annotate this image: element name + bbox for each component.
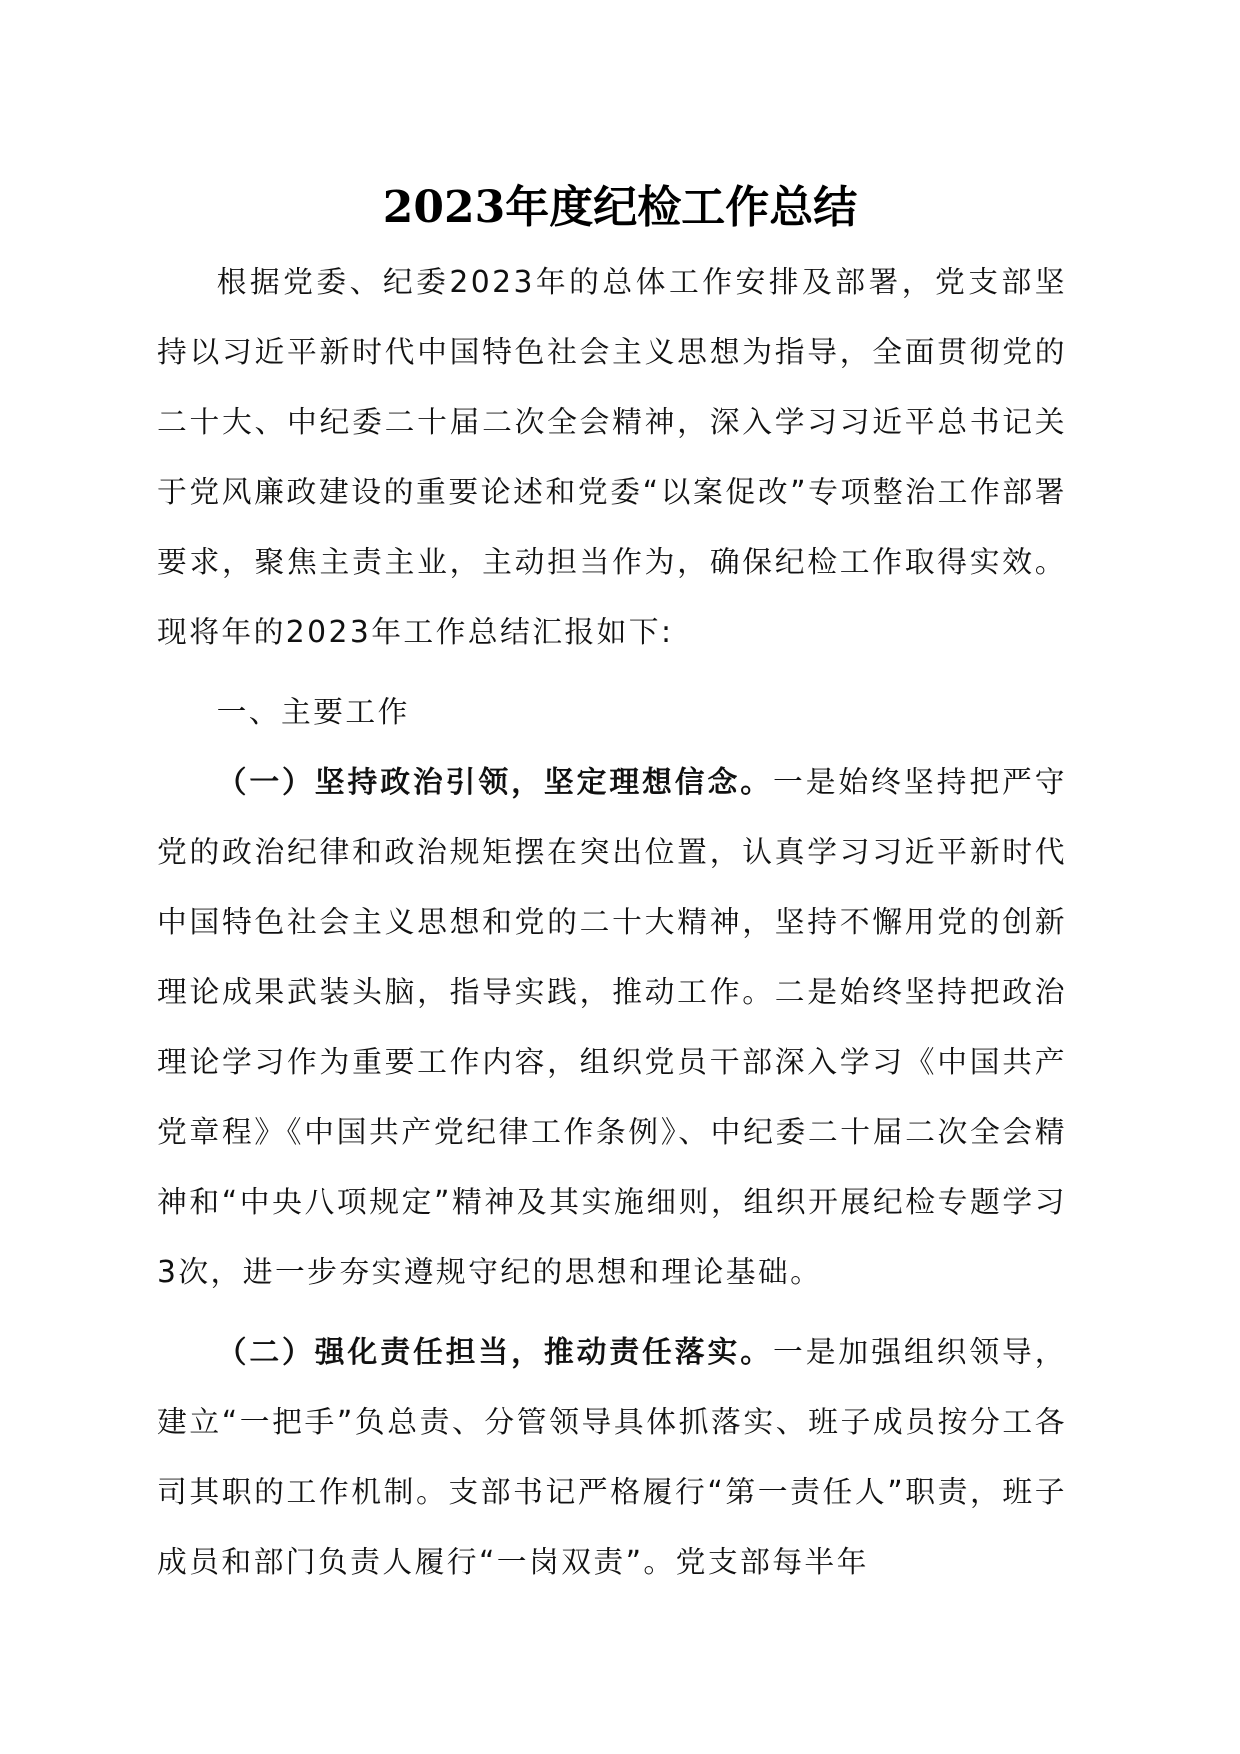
subsection-2-paragraph — [157, 1318, 1067, 1598]
paragraph-gap — [157, 1308, 1067, 1318]
intro-paragraph: 根据党委、纪委2023年的总体工作安排及部署，党支部坚持以习近平新时代中国特色社会主义思想为指导，全面贯彻党的二十大、中纪委二十届二次全会精神，深入学习习近平总书记关于党风廉政建设的重要论述和党委“以案促改”专项整治工作部署要求，聚焦主责主业，主动担当作为，确保纪检工作取得实效。现将年的2023年工作总结汇报如下: — [157, 265, 1067, 650]
document-body — [157, 248, 1067, 1598]
section-heading: 一、主要工作 — [216, 695, 410, 730]
paragraph-gap — [157, 668, 1067, 678]
subsection-2-heading: （二）强化责任担当，推动责任落实。 — [216, 1335, 773, 1370]
subsection-1-paragraph — [157, 748, 1067, 1308]
subsection-1-heading: （一）坚持政治引领，坚定理想信念。 — [216, 765, 773, 800]
subsection-2-text: 一是加强组织领导，建立“一把手”负总责、分管领导具体抓落实、班子成员按分工各司其职的工作机制。支部书记严格履行“第一责任人”职责，班子成员和部门负责人履行“一岗双责”。党支部每半年 — [157, 1335, 1067, 1580]
document-title: 2023年度纪检工作总结 — [382, 182, 858, 233]
subsection-1-text: 一是始终坚持把严守党的政治纪律和政治规矩摆在突出位置，认真学习习近平新时代中国特色社会主义思想和党的二十大精神，坚持不懈用党的创新理论成果武装头脑，指导实践，推动工作。二是始终坚持把政治理论学习作为重要工作内容，组织党员干部深入学习《中国共产党章程》《中国共产党纪律工作条例》、中纪委二十届二次全会精神和“中央八项规定”精神及其实施细则，组织开展纪检专题学习3次，进一步夯实遵规守纪的思想和理论基础。 — [157, 765, 1067, 1290]
